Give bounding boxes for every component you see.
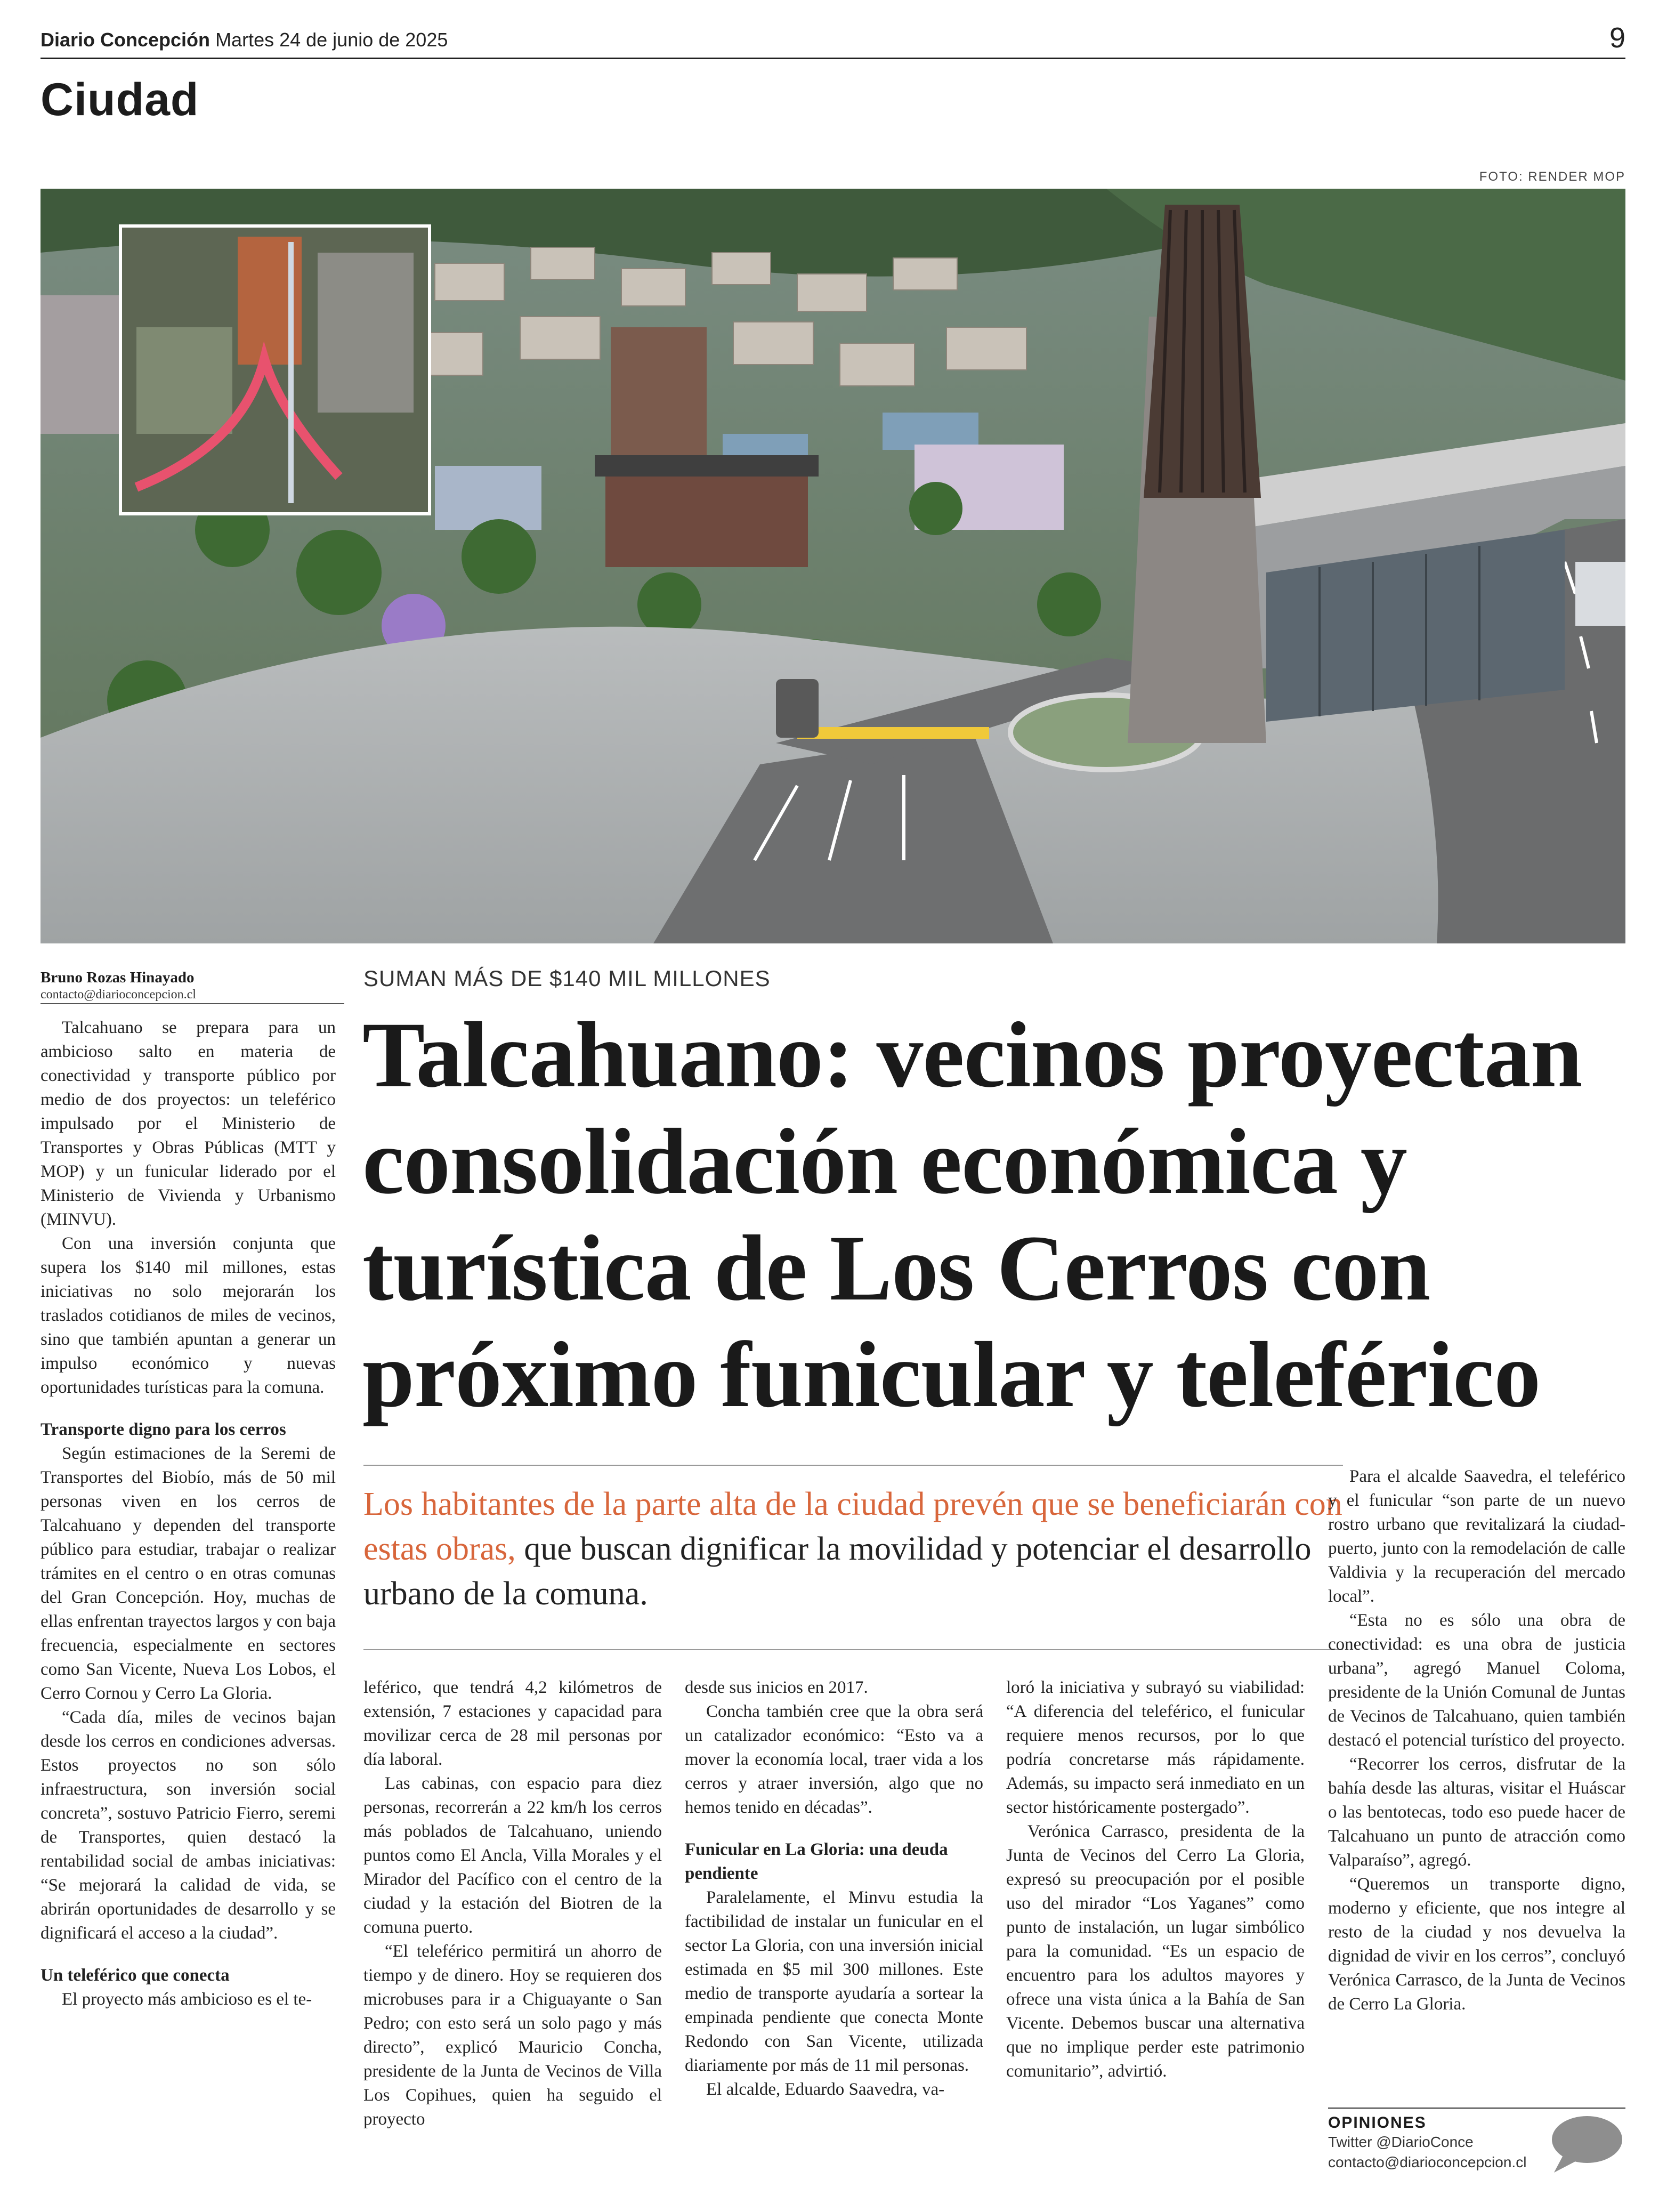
paragraph: “Queremos un transporte digno, moderno y eficiente, que nos integre al resto de la ciudad y nos devuelva la dignidad de vivir en los cerros”, concluyó Verónica Carrasco, de la Junta de Vecinos de Cerro La Gloria. [1328, 1875, 1625, 2014]
render-illustration [41, 189, 1625, 943]
paragraph: “El teleférico permitirá un ahorro de tiempo y de dinero. Hoy se requieren dos microbuses para ir a Chiguayante o San Pedro; con esto será un solo pago y más directo”, explicó Mauricio Concha, presidente de la Junta de Vecinos de Villa Los Copihues, quien ha seguido el proyecto [363, 1942, 662, 2129]
body-column-3 [685, 1676, 983, 2102]
paragraph: loró la iniciativa y subrayó su viabilidad: “A diferencia del teleférico, el funicular requiere menos recursos, por lo que podría concretarse más rápidamente. Además, su impacto será inmediato en un sector históricamente postergado”. [1006, 1678, 1305, 1817]
body-column-5 [1328, 1465, 1625, 2016]
publication-date: Martes 24 de junio de 2025 [215, 29, 448, 51]
paragraph: Paralelamente, el Minvu estudia la factibilidad de instalar un funicular en el sector La Gloria, con una inversión inicial estimada en $5 mil 300 millones. Este medio de transporte ayudaría a sortear la empinada pendiente que conecta Monte Redondo con San Vicente, utilizada diariamente por más de 11 mil personas. [685, 1888, 983, 2075]
deck-rule-top [363, 1465, 1343, 1466]
opinions-email[interactable]: contacto@diarioconcepcion.cl [1328, 2154, 1527, 2170]
paragraph: Concha también cree que la obra será un catalizador económico: “Esto va a mover la economía local, traer vida a los cerros y atraer inversión, algo que no hemos tenido en décadas”. [685, 1702, 983, 1817]
headline-lead: Talcahuano: [362, 1003, 854, 1107]
paragraph: “Esta no es sólo una obra de conectividad: es una obra de justicia urbana”, agregó Manuel Coloma, presidente de la Unión Comunal de Juntas de Vecinos de Talcahuano, quien también destacó el potencial turístico del proyecto. [1328, 1611, 1625, 1750]
opinions-twitter[interactable]: Twitter @DiarioConce [1328, 2134, 1474, 2150]
byline-rule [41, 1003, 344, 1004]
paragraph: Talcahuano se prepara para un ambicioso salto en materia de conectividad y transporte público por medio de dos proyectos: un teleférico impulsado por el Ministerio de Transportes y Obras Públicas (MTT y MOP) y un funicular liderado por el Ministerio de Vivienda y Urbanismo (MINVU). [41, 1018, 336, 1229]
paragraph: El proyecto más ambicioso es el te- [62, 1990, 312, 2009]
byline-author: Bruno Rozas Hinayado [41, 969, 195, 986]
deck-rule-bottom [363, 1649, 1343, 1650]
subheading: Transporte digno para los cerros [41, 1420, 286, 1439]
page-number: 9 [1609, 22, 1625, 54]
byline [41, 969, 344, 1002]
header-dateline [41, 29, 448, 51]
opinions-title: OPINIONES [1328, 2114, 1427, 2132]
paragraph: Con una inversión conjunta que supera los $140 mil millones, estas iniciativas no solo mejorarán los traslados cotidianos de miles de vecinos, sino que también apuntan a generar un impulso económico y nuevas oportunidades turísticas para la comuna. [41, 1234, 336, 1397]
opinions-rule [1328, 2108, 1625, 2109]
subheading: Un teleférico que conecta [41, 1966, 230, 1985]
header-rule [41, 58, 1625, 59]
paragraph: Para el alcalde Saavedra, el teleférico y el funicular “son parte de un nuevo rostro urbano que revitalizará la ciudad-puerto, junto con la remodelación de calle Valdivia y la recuperación del mercado local”. [1328, 1467, 1625, 1606]
deck [363, 1482, 1344, 1616]
paragraph: desde sus inicios en 2017. [685, 1678, 868, 1697]
deck-rest: que buscan dignificar la movilidad y potenciar el desarrollo urbano de la comuna. [363, 1531, 1312, 1612]
body-column-4 [1006, 1676, 1305, 2084]
byline-email: contacto@diarioconcepcion.cl [41, 988, 196, 1002]
publication-name: Diario Concepción [41, 29, 211, 51]
headline [362, 1002, 1636, 1428]
paragraph: leférico, que tendrá 4,2 kilómetros de extensión, 7 estaciones y capacidad para movilizar cerca de 28 mil personas por día laboral. [363, 1678, 662, 1769]
paragraph: Según estimaciones de la Seremi de Transportes del Biobío, más de 50 mil personas viven en los cerros de Talcahuano y dependen del transporte público para estudiar, trabajar o realizar trámites en el centro o en otras comunas del Gran Concepción. Hoy, muchas de ellas enfrentan trayectos largos y con baja frecuencia, especialmente en sectores como San Vicente, Nueva Los Lobos, el Cerro Cornou y Cerro La Gloria. [41, 1444, 336, 1703]
render-photo [41, 189, 1625, 943]
deck-highlight: Los habitantes de la parte alta de la ciudad prevén que se beneficiarán con estas obras, [363, 1486, 1342, 1567]
headline-rest: vecinos proyectan consolidación económica y turística de Los Cerros con próximo funicular y teleférico [362, 1003, 1582, 1427]
body-column-1 [41, 1016, 336, 2012]
paragraph: “Recorrer los cerros, disfrutar de la bahía desde las alturas, visitar el Huáscar o las bentotecas, todo eso puede hacer de Talcahuano un punto de atracción como Valparaíso”, agregó. [1328, 1755, 1625, 1870]
speech-bubble-icon [1548, 2113, 1623, 2176]
paragraph: “Cada día, miles de vecinos bajan desde los cerros en condiciones adversas. Estos proyectos no son sólo infraestructura, son inversión social concreta”, sostuvo Patricio Fierro, seremi de Transportes, quien destacó la rentabilidad social de ambas iniciativas: “Se mejorará la calidad de vida, se abrirán oportunidades de desarrollo y se dignificará el acceso a la ciudad”. [41, 1708, 336, 1943]
body-column-2 [363, 1676, 662, 2132]
paragraph: El alcalde, Eduardo Saavedra, va- [706, 2080, 945, 2099]
paragraph: Verónica Carrasco, presidenta de la Junta de Vecinos del Cerro La Gloria, expresó su preocupación por el posible uso del mirador “Los Yaganes” como punto de instalación, un lugar simbólico para la comunidad. “Es un espacio de encuentro para los adultos mayores y ofrece una vista única a la Bahía de San Vicente. Debemos buscar una alternativa que no implique perder este patrimonio comunitario”, advirtió. [1006, 1822, 1305, 2081]
photo-credit: FOTO: RENDER MOP [1479, 169, 1625, 184]
paragraph: Las cabinas, con espacio para diez personas, recorrerán a 22 km/h los cerros más poblados de Talcahuano, uniendo puntos como El Ancla, Villa Morales y el Mirador del Pacífico con el centro de la ciudad y la estación del Biotren de la comuna puerto. [363, 1774, 662, 1937]
headline-kicker: SUMAN MÁS DE $140 MIL MILLONES [363, 966, 771, 991]
section-title: Ciudad [41, 74, 199, 125]
subheading: Funicular en La Gloria: una deuda pendiente [685, 1840, 948, 1883]
